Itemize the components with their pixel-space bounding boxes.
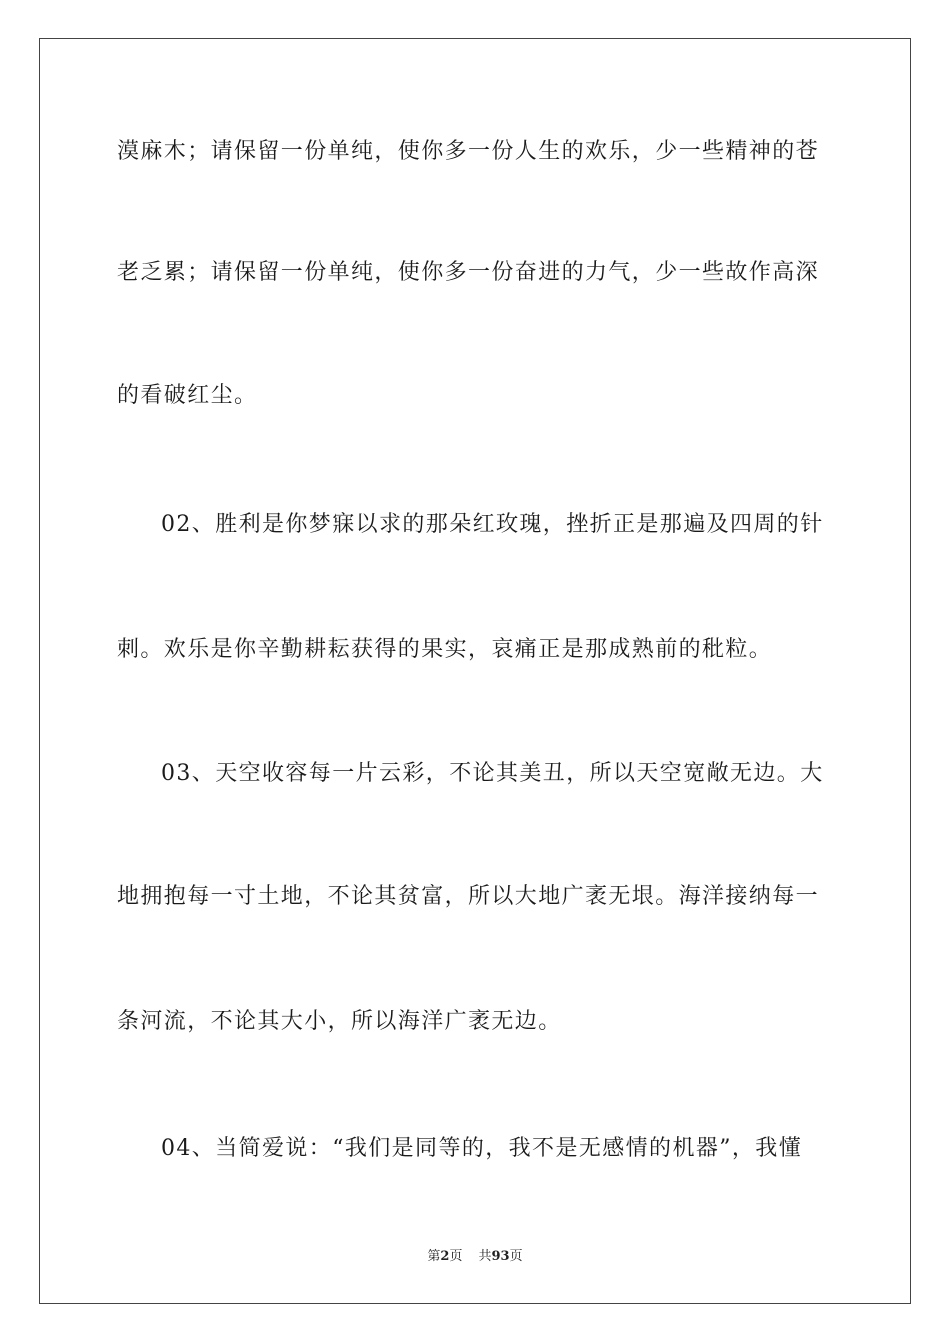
body-line-2: 老乏累；请保留一份单纯，使你多一份奋进的力气，少一些故作高深 xyxy=(117,260,820,285)
paragraph-04-line-1: 04、当简爱说：“我们是同等的，我不是无感情的机器”，我懂 xyxy=(161,1136,803,1161)
paragraph-02-line-1: 02、胜利是你梦寐以求的那朵红玫瑰，挫折正是那遍及四周的针 xyxy=(161,512,824,537)
paragraph-03-line-1: 03、天空收容每一片云彩，不论其美丑，所以天空宽敞无边。大 xyxy=(161,761,824,786)
total-prefix: 共 xyxy=(478,1249,492,1264)
page-suffix: 页 xyxy=(449,1249,463,1264)
total-pages: 93 xyxy=(491,1249,510,1264)
body-line-3: 的看破红尘。 xyxy=(117,383,258,408)
page-number: 2 xyxy=(440,1249,450,1264)
paragraph-02-line-2: 刺。欢乐是你辛勤耕耘获得的果实，哀痛正是那成熟前的秕粒。 xyxy=(117,637,773,662)
page-footer xyxy=(0,1248,950,1266)
body-line-1: 漠麻木；请保留一份单纯，使你多一份人生的欢乐，少一些精神的苍 xyxy=(117,139,820,164)
paragraph-03-line-3: 条河流，不论其大小，所以海洋广袤无边。 xyxy=(117,1009,562,1034)
total-suffix: 页 xyxy=(509,1249,523,1264)
page-border xyxy=(39,38,911,1304)
page-prefix: 第 xyxy=(427,1249,441,1264)
paragraph-03-line-2: 地拥抱每一寸土地，不论其贫富，所以大地广袤无垠。海洋接纳每一 xyxy=(117,884,820,909)
